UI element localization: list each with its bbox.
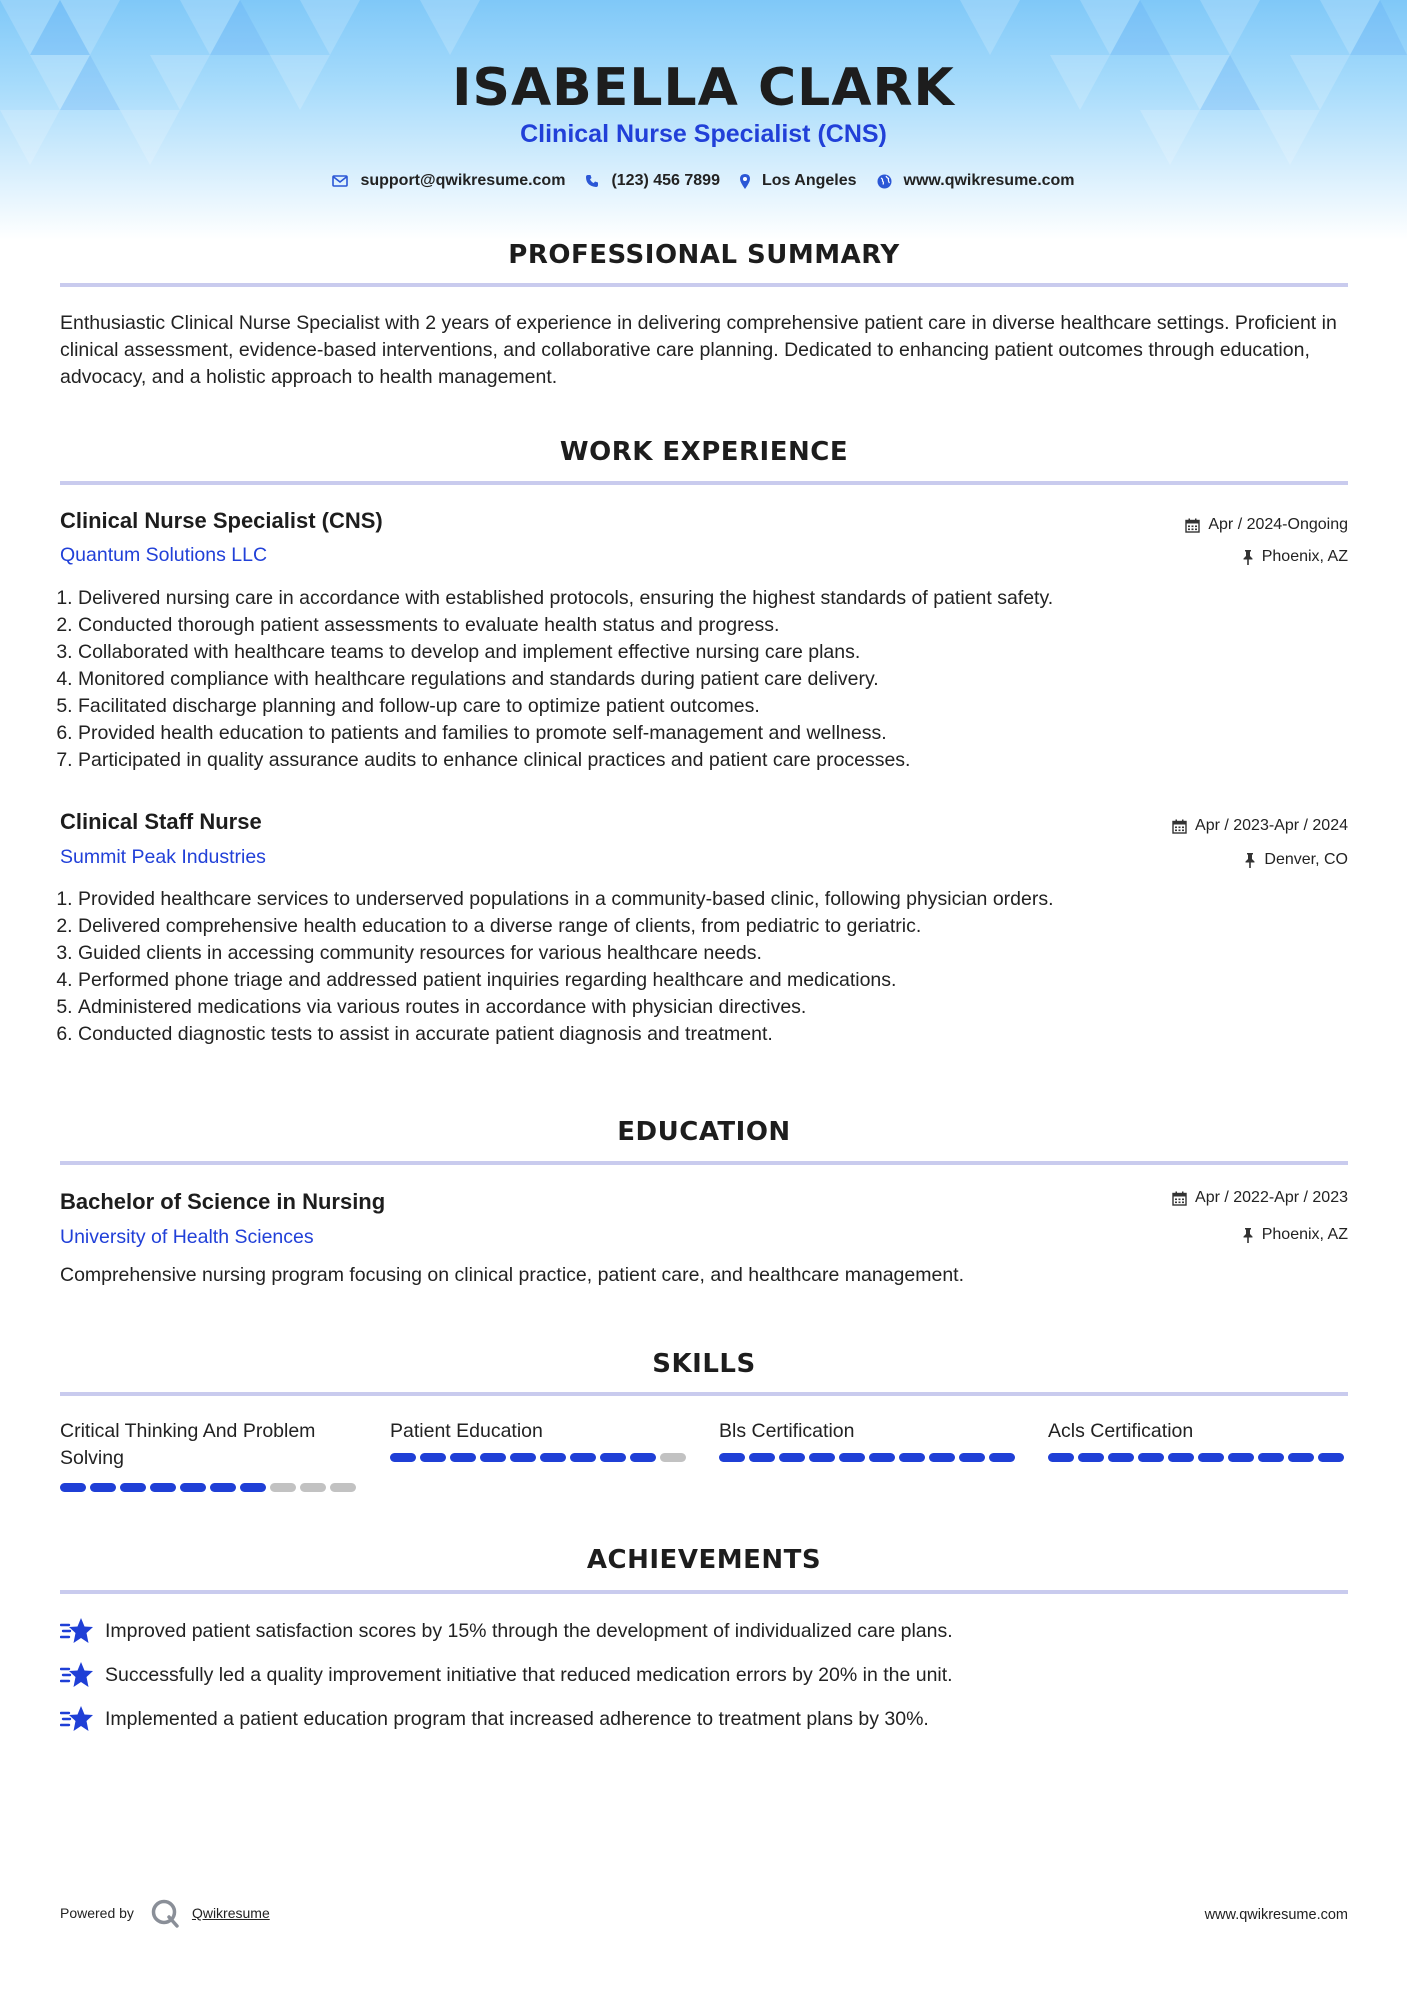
- list-item: 3. Guided clients in accessing community resources for various healthcare needs.: [78, 940, 1368, 967]
- email-text: support@qwikresume.com: [360, 172, 566, 189]
- skill-item: [1048, 1418, 1348, 1472]
- list-item: 4. Monitored compliance with healthcare regulations and standards during patient care delivery.: [78, 666, 1368, 693]
- skill-item: [390, 1418, 690, 1472]
- skill-segment-filled: [630, 1453, 656, 1462]
- skill-segment-filled: [510, 1453, 536, 1462]
- achievement-text: Improved patient satisfaction scores by 15% through the development of individualized care plans.: [105, 1619, 953, 1642]
- skill-segment-empty: [660, 1453, 686, 1462]
- list-item: 3. Collaborated with healthcare teams to develop and implement effective nursing care plans.: [78, 639, 1368, 666]
- qwikresume-logo-icon: [150, 1898, 180, 1928]
- summary-heading: PROFESSIONAL SUMMARY: [508, 240, 900, 270]
- skill-segment-filled: [570, 1453, 596, 1462]
- skill-segment-filled: [480, 1453, 506, 1462]
- skill-segment-filled: [420, 1453, 446, 1462]
- skill-segment-filled: [989, 1453, 1015, 1462]
- footer-powered-by: [60, 1898, 270, 1928]
- skill-segment-filled: [1138, 1453, 1164, 1462]
- skill-segment-filled: [899, 1453, 925, 1462]
- list-item: 4. Performed phone triage and addressed patient inquiries regarding healthcare and medications.: [78, 967, 1368, 994]
- skill-segment-filled: [1228, 1453, 1254, 1462]
- job-title: Clinical Nurse Specialist (CNS): [60, 508, 383, 533]
- skill-segment-empty: [270, 1483, 296, 1492]
- qwikresume-link[interactable]: Qwikresume: [191, 1905, 270, 1921]
- skill-segment-filled: [90, 1483, 116, 1492]
- pushpin-icon: [1244, 853, 1256, 868]
- skill-level-bar: [60, 1483, 356, 1492]
- skill-segment-filled: [1108, 1453, 1134, 1462]
- skill-level-bar: [390, 1453, 686, 1462]
- skill-segment-filled: [1078, 1453, 1104, 1462]
- achievement-text: Implemented a patient education program that increased adherence to treatment plans by 30%.: [105, 1707, 929, 1730]
- calendar-icon: [1185, 518, 1200, 533]
- skill-segment-filled: [1288, 1453, 1314, 1462]
- achievement-item: [60, 1705, 929, 1733]
- skill-segment-filled: [809, 1453, 835, 1462]
- skill-segment-filled: [450, 1453, 476, 1462]
- achievement-item: [60, 1661, 953, 1689]
- powered-by-label: Powered by: [60, 1905, 134, 1921]
- education-location-text: Phoenix, AZ: [1261, 1226, 1348, 1243]
- envelope-icon: [332, 175, 348, 187]
- star-icon: [60, 1661, 93, 1689]
- list-item: 5. Facilitated discharge planning and follow-up care to optimize patient outcomes.: [78, 693, 1368, 720]
- contact-location: [740, 172, 857, 190]
- job-dates: [1185, 516, 1348, 534]
- star-icon: [60, 1705, 93, 1733]
- skill-segment-filled: [60, 1483, 86, 1492]
- skill-segment-filled: [390, 1453, 416, 1462]
- location-text: Los Angeles: [761, 172, 857, 189]
- star-icon: [60, 1617, 93, 1645]
- pushpin-icon: [1242, 550, 1254, 565]
- job-location-text: Denver, CO: [1264, 851, 1348, 868]
- job-title: Clinical Staff Nurse: [60, 809, 262, 834]
- globe-icon: [877, 174, 892, 189]
- job-bullets: [60, 886, 1368, 1048]
- education-dates: [1172, 1189, 1348, 1207]
- job-bullets: [60, 585, 1368, 774]
- skill-segment-filled: [120, 1483, 146, 1492]
- phone-text: (123) 456 7899: [611, 172, 720, 189]
- pushpin-icon: [1242, 1228, 1254, 1243]
- skill-segment-filled: [869, 1453, 895, 1462]
- list-item: 5. Administered medications via various routes in accordance with physician directives.: [78, 994, 1368, 1021]
- skill-segment-filled: [959, 1453, 985, 1462]
- job-location: [1244, 851, 1348, 869]
- skill-segment-filled: [1318, 1453, 1344, 1462]
- list-item: 2. Conducted thorough patient assessments to evaluate health status and progress.: [78, 612, 1368, 639]
- list-item: 1. Delivered nursing care in accordance with established protocols, ensuring the highest standards of patient safety.: [78, 585, 1368, 612]
- list-item: 7. Participated in quality assurance audits to enhance clinical practices and patient care processes.: [78, 747, 1368, 774]
- job-company: Quantum Solutions LLC: [60, 544, 268, 566]
- calendar-icon: [1172, 1191, 1187, 1206]
- education-dates-text: Apr / 2022-Apr / 2023: [1195, 1189, 1348, 1206]
- skills-divider: [60, 1392, 1348, 1396]
- achievement-item: [60, 1617, 953, 1645]
- skill-item: [719, 1418, 1019, 1472]
- achievement-text: Successfully led a quality improvement initiative that reduced medication errors by 20% in the unit.: [105, 1663, 953, 1686]
- phone-icon: [585, 174, 599, 188]
- education-divider: [60, 1161, 1348, 1165]
- skill-segment-filled: [749, 1453, 775, 1462]
- experience-heading: WORK EXPERIENCE: [559, 437, 849, 467]
- contact-website[interactable]: [877, 172, 1075, 190]
- skill-segment-filled: [540, 1453, 566, 1462]
- skill-segment-empty: [300, 1483, 326, 1492]
- education-heading: EDUCATION: [617, 1117, 791, 1147]
- contact-phone[interactable]: [585, 172, 720, 190]
- skill-segment-filled: [929, 1453, 955, 1462]
- job-dates-text: Apr / 2024-Ongoing: [1208, 516, 1348, 533]
- skill-segment-filled: [600, 1453, 626, 1462]
- job-dates-text: Apr / 2023-Apr / 2024: [1195, 817, 1348, 834]
- skill-segment-filled: [719, 1453, 745, 1462]
- website-text: www.qwikresume.com: [903, 172, 1075, 189]
- skill-segment-filled: [180, 1483, 206, 1492]
- calendar-icon: [1172, 819, 1187, 834]
- skill-segment-filled: [1048, 1453, 1074, 1462]
- skill-segment-filled: [1258, 1453, 1284, 1462]
- map-pin-icon: [740, 174, 750, 189]
- list-item: 6. Provided health education to patients and families to promote self-management and wellness.: [78, 720, 1368, 747]
- list-item: 6. Conducted diagnostic tests to assist in accurate patient diagnosis and treatment.: [78, 1021, 1368, 1048]
- list-item: 1. Provided healthcare services to underserved populations in a community-based clinic, following physician orders.: [78, 886, 1368, 913]
- education-description: Comprehensive nursing program focusing on clinical practice, patient care, and healthcare management.: [60, 1264, 964, 1286]
- education-school: University of Health Sciences: [60, 1226, 314, 1248]
- job-location: [1242, 548, 1348, 566]
- summary-divider: [60, 283, 1348, 287]
- job-location-text: Phoenix, AZ: [1261, 548, 1348, 565]
- skill-segment-filled: [779, 1453, 805, 1462]
- skill-name: Acls Certification: [1048, 1420, 1194, 1442]
- skill-segment-filled: [1198, 1453, 1224, 1462]
- skill-segment-filled: [150, 1483, 176, 1492]
- skill-segment-filled: [240, 1483, 266, 1492]
- skill-segment-filled: [210, 1483, 236, 1492]
- skill-name: Critical Thinking And Problem Solving: [60, 1420, 316, 1469]
- skill-segment-empty: [330, 1483, 356, 1492]
- achievements-divider: [60, 1590, 1348, 1594]
- contact-email[interactable]: [332, 172, 565, 190]
- education-degree: Bachelor of Science in Nursing: [60, 1189, 386, 1214]
- skill-item: [60, 1418, 360, 1472]
- experience-divider: [60, 481, 1348, 485]
- job-dates: [1172, 817, 1348, 835]
- skill-name: Patient Education: [390, 1420, 543, 1442]
- skills-heading: SKILLS: [652, 1349, 756, 1379]
- skill-level-bar: [719, 1453, 1015, 1462]
- skill-segment-filled: [1168, 1453, 1194, 1462]
- skill-level-bar: [1048, 1453, 1344, 1462]
- footer-website[interactable]: www.qwikresume.com: [1204, 1907, 1348, 1923]
- job-company: Summit Peak Industries: [60, 846, 266, 868]
- candidate-title: Clinical Nurse Specialist (CNS): [520, 120, 887, 148]
- contact-bar: [0, 172, 1407, 190]
- candidate-name: ISABELLA CLARK: [452, 58, 955, 118]
- skill-segment-filled: [839, 1453, 865, 1462]
- achievements-heading: ACHIEVEMENTS: [586, 1545, 822, 1575]
- summary-text: Enthusiastic Clinical Nurse Specialist with 2 years of experience in delivering comprehensive patient care in diverse healthcare settings. Proficient in clinical assessment, evidence-based interventions, and collaborative care planning. Dedicated to enhancing patient outcomes through education, advocacy, and a holistic approach to health management.: [60, 312, 1337, 388]
- list-item: 2. Delivered comprehensive health education to a diverse range of clients, from pediatric to geriatric.: [78, 913, 1368, 940]
- education-location: [1242, 1226, 1348, 1244]
- skill-name: Bls Certification: [719, 1420, 855, 1442]
